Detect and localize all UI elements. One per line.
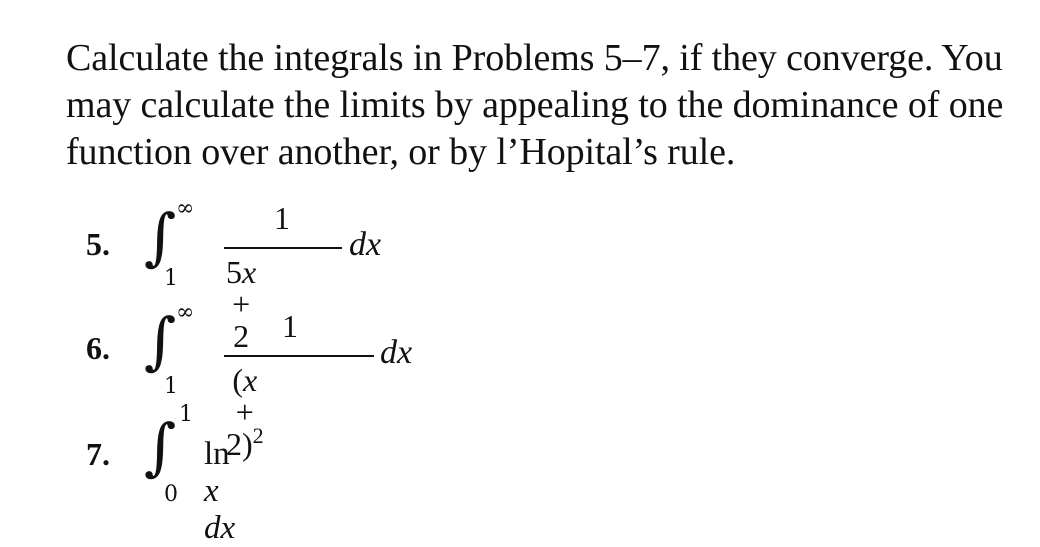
problem-number: 6. (86, 330, 110, 366)
integral-sign: ∫ (144, 304, 177, 377)
denominator: $(x + 2)^2$ (226, 362, 264, 462)
problem-number: 5. (86, 226, 110, 262)
denominator: 5x + 2 (226, 254, 257, 354)
differential: dx (380, 334, 413, 371)
variable: x (204, 473, 219, 509)
numerator: 1 (274, 200, 290, 236)
differential: dx (349, 226, 382, 263)
numerator: 1 (282, 308, 298, 344)
ln-function: ln (204, 436, 230, 472)
fraction-bar (224, 247, 342, 249)
differential: dx (204, 510, 236, 546)
upper-limit: 1 (179, 402, 193, 427)
integral-sign: ∫ (144, 200, 177, 273)
lower-limit: 1 (164, 374, 178, 399)
upper-limit: ∞ (176, 196, 195, 221)
fraction-bar (224, 355, 374, 357)
lower-limit: 1 (164, 266, 178, 291)
lower-limit: 0 (164, 482, 178, 507)
integrand (204, 436, 235, 547)
problem-number: 7. (86, 436, 110, 472)
instructions-paragraph: Calculate the integrals in Problems 5–7, if they converge. You may calculate the limits by appealing to the dominance of one function over another, or by l’Hopital’s rule. (66, 37, 1004, 173)
integral-sign: ∫ (144, 410, 177, 483)
upper-limit: ∞ (176, 300, 195, 325)
